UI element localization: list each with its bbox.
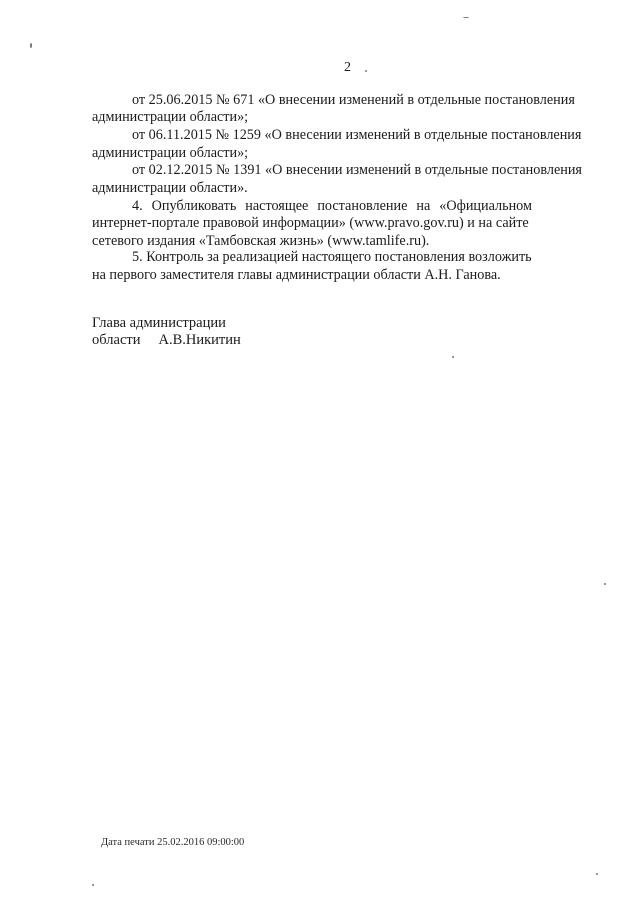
scan-speck [463, 17, 469, 18]
decree-item-2-line2: администрации области»; [92, 145, 249, 161]
item-4-word: настоящее [245, 198, 309, 214]
item-5-line2: на первого заместителя главы администрации области А.Н. Ганова. [92, 267, 501, 283]
scan-speck [365, 70, 367, 72]
item-5-paragraph [92, 249, 532, 289]
signature-row [92, 332, 241, 349]
item-4-word: постановление [317, 198, 408, 214]
scan-speck [452, 356, 454, 358]
item-4-line1 [132, 198, 532, 215]
item-4-word: на [416, 198, 431, 214]
decree-item-2-line1: от 06.11.2015 № 1259 «О внесении изменений в отдельные постановления [132, 127, 582, 143]
item-4-word: «Официальном [439, 198, 532, 214]
signature-position-area: области [92, 332, 141, 348]
scan-speck [30, 43, 32, 48]
item-4-line2: интернет-портале правовой информации» (www.pravo.gov.ru) и на сайте [92, 215, 529, 231]
item-4-line3: сетевого издания «Тамбовская жизнь» (www.tamlife.ru). [92, 233, 430, 249]
decree-list [92, 92, 582, 202]
decree-item-1-line2: администрации области»; [92, 109, 249, 125]
decree-item-3-line2: администрации области». [92, 180, 248, 196]
signature-position: Глава администрации [92, 315, 226, 331]
item-4-word: Опубликовать [151, 198, 237, 214]
page-number: 2 [344, 60, 352, 75]
scan-speck [604, 583, 606, 585]
item-4-number: 4. [132, 198, 143, 214]
signatory-name: А.В.Никитин [158, 332, 241, 348]
decree-item-3-line1: от 02.12.2015 № 1391 «О внесении изменений в отдельные постановления [132, 162, 582, 178]
scan-speck [92, 884, 94, 886]
item-5-line1: 5. Контроль за реализацией настоящего постановления возложить [132, 249, 532, 265]
scan-speck [596, 873, 598, 875]
decree-item-1-line1: от 25.06.2015 № 671 «О внесении изменений в отдельные постановления [132, 92, 575, 108]
print-date: Дата печати 25.02.2016 09:00:00 [101, 837, 245, 848]
signature-block [92, 315, 241, 349]
